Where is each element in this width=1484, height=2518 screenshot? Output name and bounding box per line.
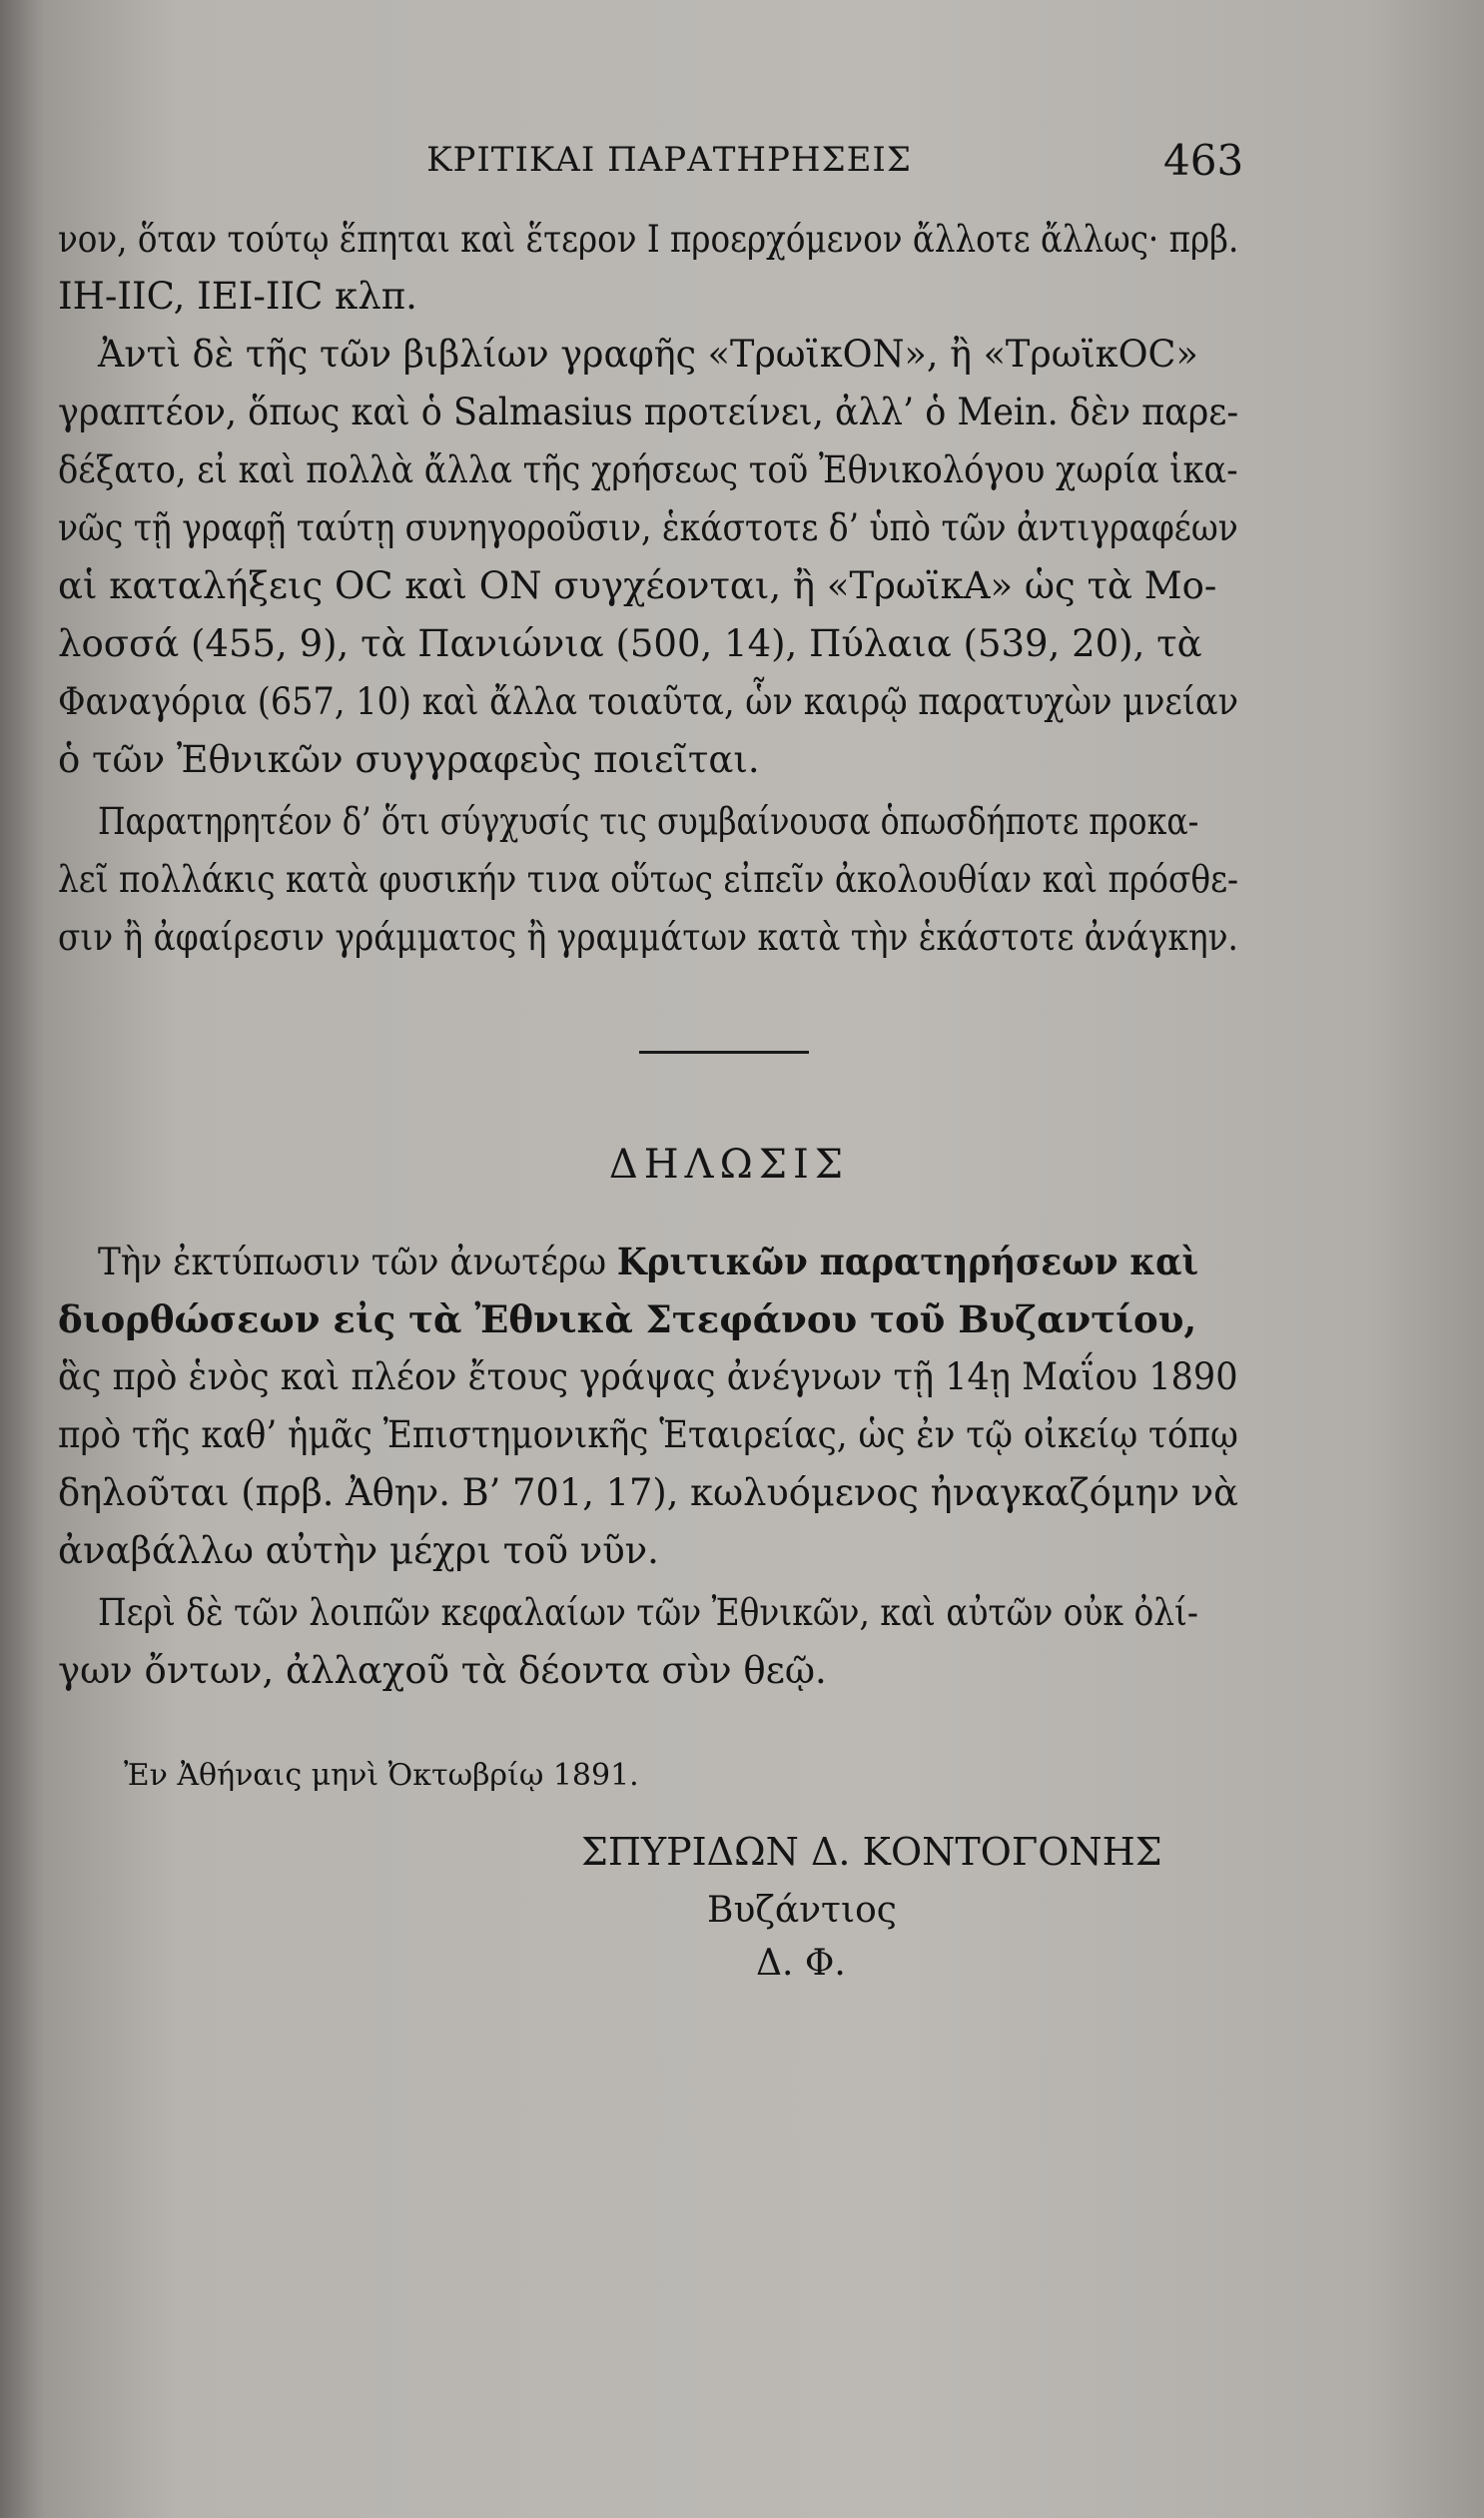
text-line: ὁ τῶν Ἐθνικῶν συγγραφεὺς ποιεῖται. xyxy=(58,738,760,781)
text-line: ἃς πρὸ ἑνὸς καὶ πλέον ἔτους γράψας ἀνέγνων τῇ 14ῃ Μαΐου 1890 xyxy=(58,1355,1238,1398)
running-header: ΚΡΙΤΙΚΑΙ ΠΑΡΑΤΗΡΗΣΕΙΣ xyxy=(426,140,912,180)
declaration-heading: ΔΗΛΩΣΙΣ xyxy=(608,1142,850,1188)
text-line: σιν ἢ ἀφαίρεσιν γράμματος ἢ γραμμάτων κατὰ τὴν ἑκάστοτε ἀνάγκην. xyxy=(58,916,1238,959)
signature-origin: Βυζάντιος xyxy=(707,1890,897,1931)
text-line: δηλοῦται (πρβ. Ἀθην. Β’ 701, 17), κωλυόμενος ἠναγκαζόμην νὰ xyxy=(58,1471,1239,1514)
text-line: ἀναβάλλω αὐτὴν μέχρι τοῦ νῦν. xyxy=(58,1529,659,1572)
text-line: δέξατο, εἰ καὶ πολλὰ ἄλλα τῆς χρήσεως τοῦ Ἐθνικολόγου χωρία ἱκα- xyxy=(58,448,1238,491)
text-line: Παρατηρητέον δ’ ὅτι σύγχυσίς τις συμβαίνουσα ὁπωσδήποτε προκα- xyxy=(98,800,1199,843)
signature-title: Δ. Φ. xyxy=(756,1943,846,1984)
section-divider xyxy=(639,1051,809,1054)
text-line: γραπτέον, ὅπως καὶ ὁ Salmasius προτείνει, ἀλλ’ ὁ Mein. δὲν παρε- xyxy=(58,391,1239,433)
page-number: 463 xyxy=(1163,136,1244,185)
signature-name: ΣΠΥΡΙΔΩΝ Δ. ΚΟΝΤΟΓΟΝΗΣ xyxy=(581,1830,1162,1874)
text-line xyxy=(98,1237,1198,1286)
text-line: λεῖ πολλάκις κατὰ φυσικήν τινα οὕτως εἰπεῖν ἀκολουθίαν καὶ πρόσθε- xyxy=(58,858,1239,901)
text-line: λοσσά (455, 9), τὰ Πανιώνια (500, 14), Πύλαια (539, 20), τὰ xyxy=(58,622,1202,665)
text-line: Ἀντὶ δὲ τῆς τῶν βιβλίων γραφῆς «ΤρωϊκΟΝ», ἢ «ΤρωϊκΟC» xyxy=(98,333,1198,376)
text-line: νον, ὅταν τούτῳ ἕπηται καὶ ἕτερον Ι προερχόμενον ἄλλοτε ἄλλως· πρβ. xyxy=(58,218,1239,261)
text-line: ΙΗ-ΙΙC, ΙΕΙ-ΙΙC κλπ. xyxy=(58,275,417,318)
text-line: Περὶ δὲ τῶν λοιπῶν κεφαλαίων τῶν Ἐθνικῶν, καὶ αὐτῶν οὐκ ὀλί- xyxy=(98,1591,1198,1634)
declaration-work-title: Κριτικῶν παρατηρήσεων καὶ xyxy=(616,1240,1199,1283)
text-line: Φαναγόρια (657, 10) καὶ ἄλλα τοιαῦτα, ὧν καιρῷ παρατυχὼν μνείαν xyxy=(58,680,1238,723)
text-line: νῶς τῇ γραφῇ ταύτῃ συνηγοροῦσιν, ἑκάστοτε δ’ ὑπὸ τῶν ἀντιγραφέων xyxy=(58,506,1238,549)
text-line: αἱ καταλήξεις ΟC καὶ ΟΝ συγχέονται, ἢ «ΤρωϊκΑ» ὡς τὰ Μο- xyxy=(58,564,1217,607)
declaration-work-title-continued: διορθώσεων εἰς τὰ Ἐθνικὰ Στεφάνου τοῦ Βυζαντίου, xyxy=(58,1297,1197,1341)
text-line: γων ὄντων, ἀλλαχοῦ τὰ δέοντα σὺν θεῷ. xyxy=(58,1649,827,1692)
declaration-intro: Τὴν ἐκτύπωσιν τῶν ἀνωτέρω xyxy=(98,1241,617,1283)
text-line: πρὸ τῆς καθ’ ἡμᾶς Ἐπιστημονικῆς Ἑταιρείας, ὡς ἐν τῷ οἰκείῳ τόπῳ xyxy=(58,1413,1238,1456)
dateline: Ἐν Ἀθήναις μηνὶ Ὀκτωβρίῳ 1891. xyxy=(124,1758,639,1793)
